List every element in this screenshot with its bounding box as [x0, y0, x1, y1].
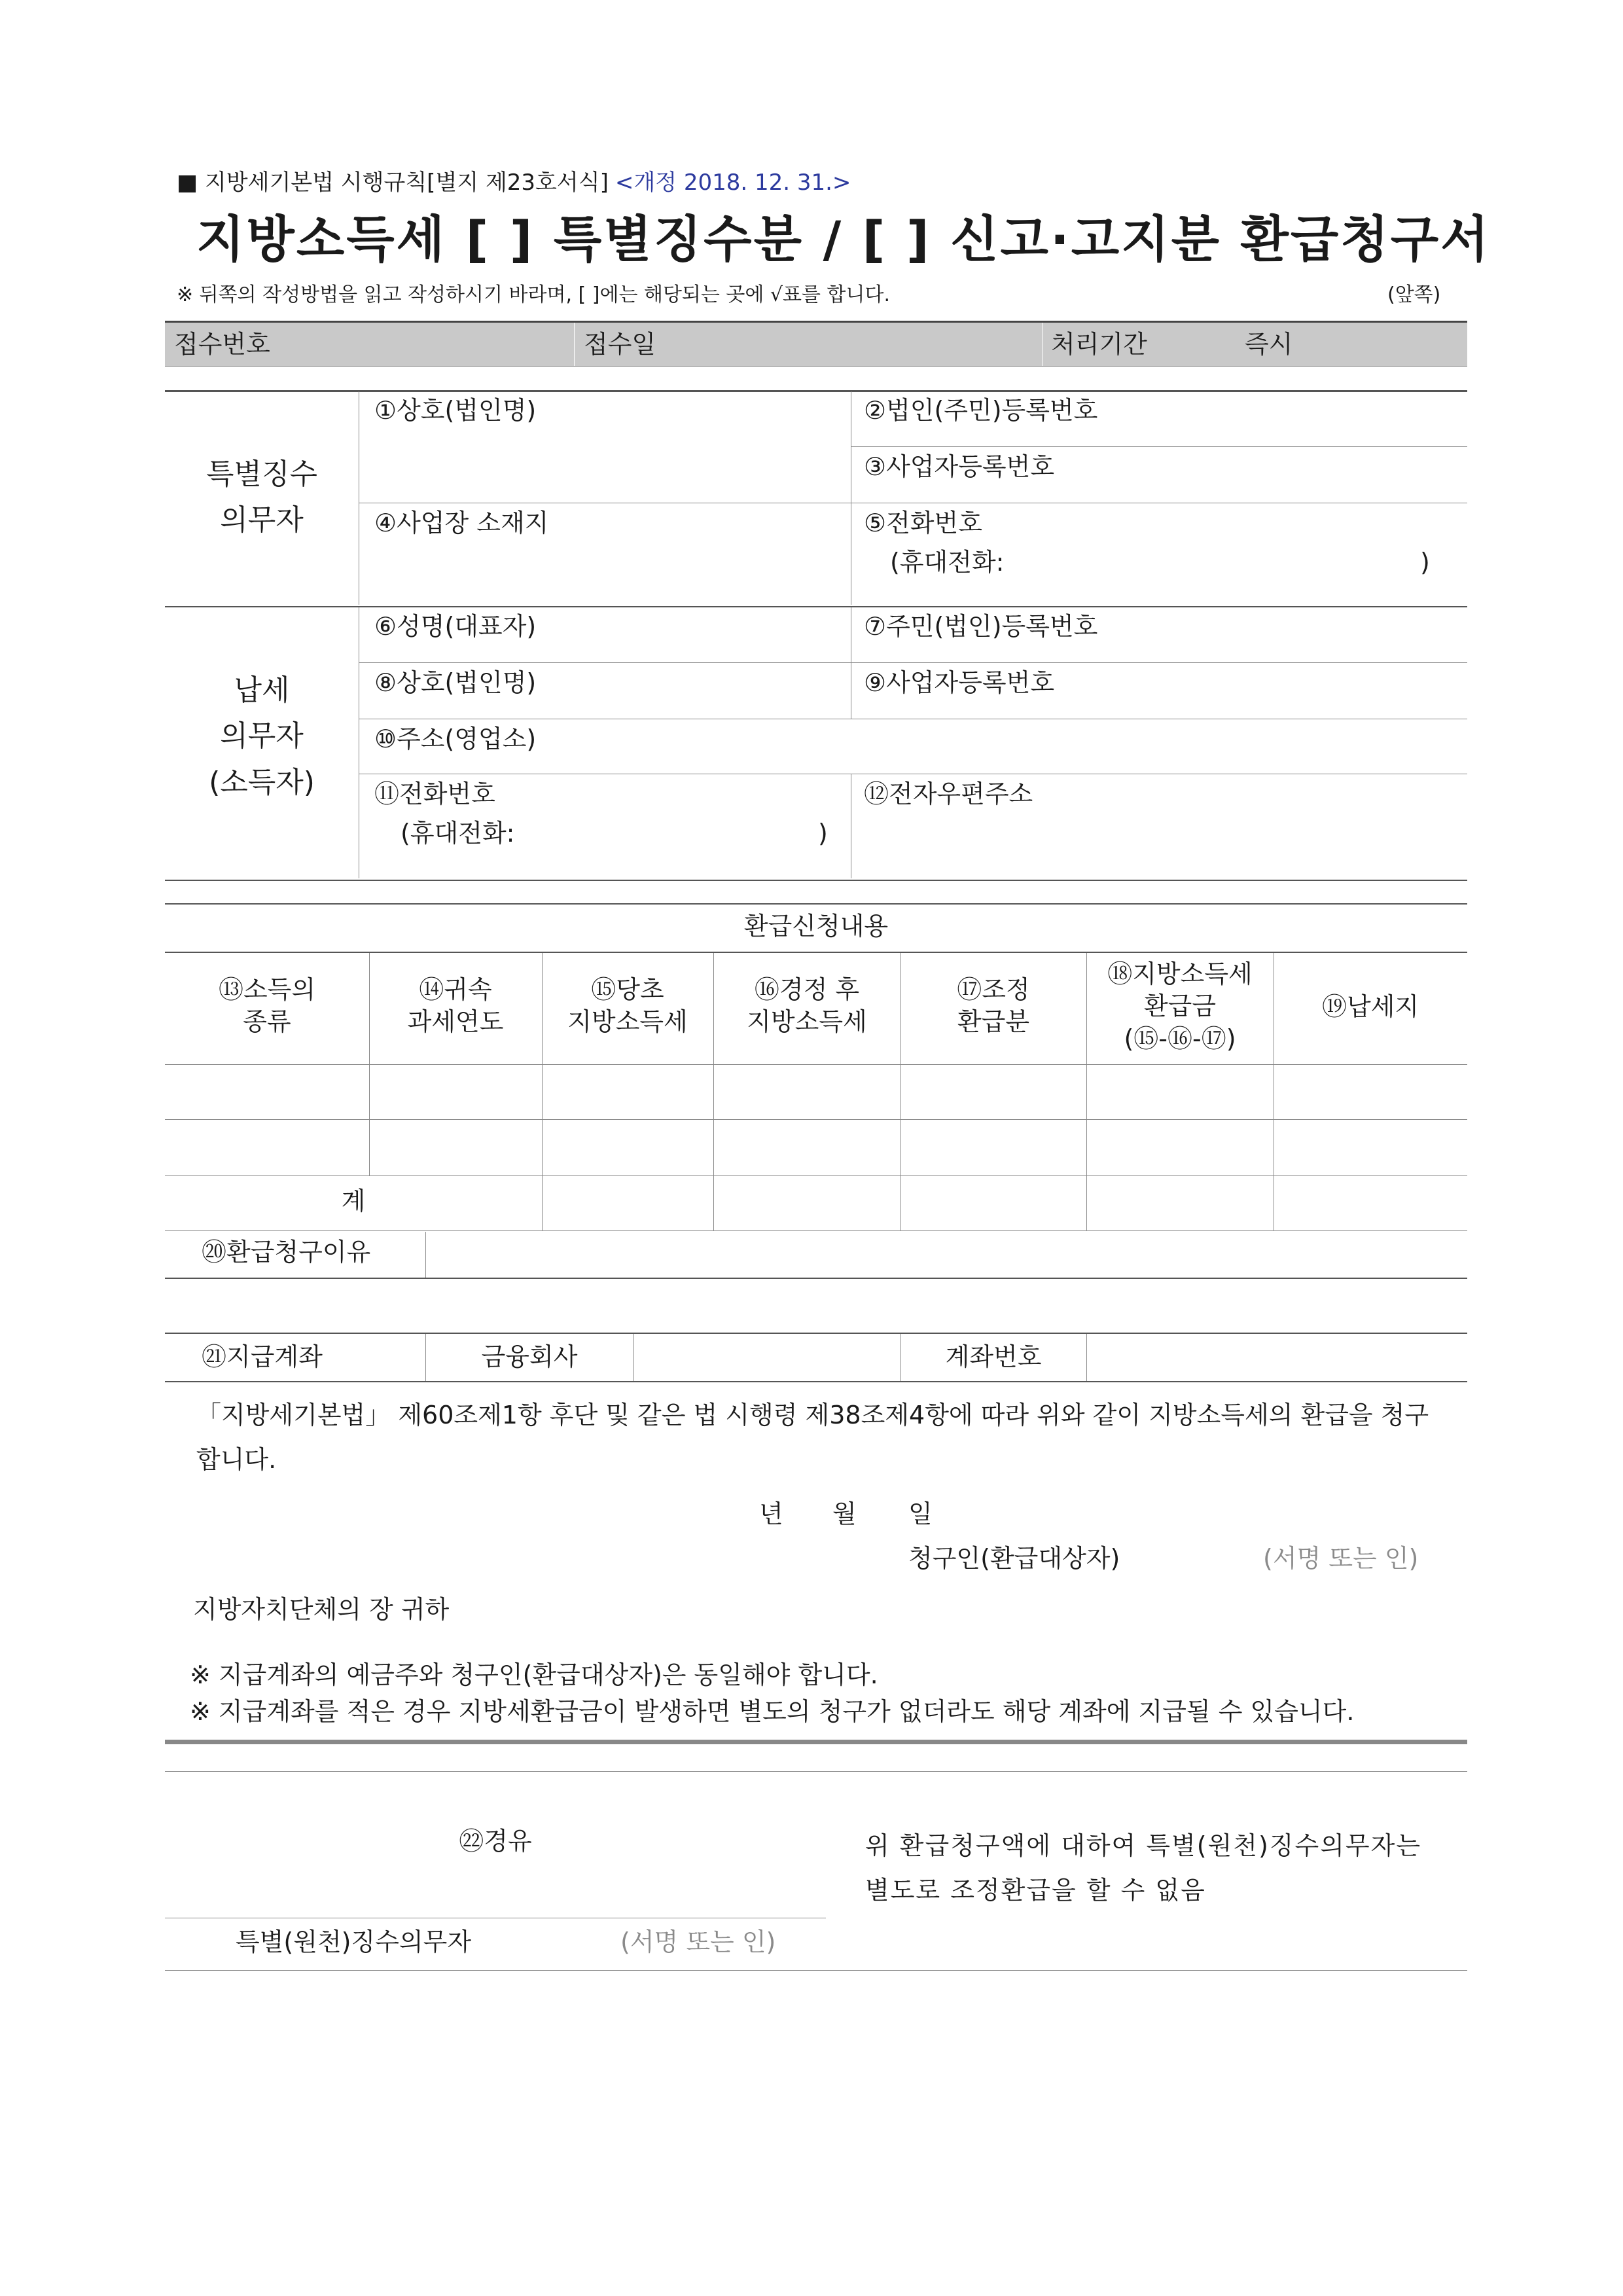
- refund-section-title: 환급신청내용: [743, 912, 889, 941]
- divider: [425, 1232, 426, 1278]
- declaration-text: 「지방세기본법」 제60조제1항 후단 및 같은 법 시행령 제38조제4항에 따라 위와 같이 지방소득세의 환급을 청구합니다.: [196, 1401, 1429, 1474]
- section-label-line: (소득자): [209, 765, 315, 799]
- header-line: 과세연도: [407, 1007, 504, 1037]
- section-label-line: 납세: [234, 673, 290, 707]
- date-day-label: 일: [908, 1499, 933, 1528]
- header-line: (⑮-⑯-⑰): [1124, 1024, 1236, 1053]
- taxpayer-section-label: [165, 668, 359, 806]
- row-divider: [165, 1175, 1467, 1176]
- withholding-agent-sign-label: 특별(원천)징수의무자: [236, 1928, 472, 1956]
- section-border: [165, 390, 1467, 392]
- section-border: [165, 1333, 1467, 1334]
- section-border: [165, 952, 1467, 953]
- divider: [1086, 1334, 1087, 1381]
- total-row-label: 계: [341, 1187, 366, 1215]
- via-statement: 위 환급청구액에 대하여 특별(원천)징수의무자는 별도로 조정환급을 할 수 없음: [865, 1831, 1422, 1905]
- header-line: ⑯경정 후: [754, 975, 860, 1004]
- field-phone[interactable]: ⑤전화번호: [864, 509, 982, 537]
- header-line: 지방소득세: [747, 1007, 867, 1037]
- withholding-agent-section-label: [165, 452, 359, 544]
- thick-divider: [165, 1740, 1467, 1744]
- row-divider: [165, 1970, 1467, 1971]
- row-divider: [851, 446, 1467, 447]
- field-taxpayer-business-reg[interactable]: ⑨사업자등록번호: [864, 668, 1055, 697]
- receipt-date-label: 접수일: [584, 330, 656, 359]
- field-email[interactable]: ⑫전자우편주소: [864, 780, 1033, 808]
- receipt-bar: [165, 321, 1467, 367]
- processing-period-label: 처리기간: [1051, 330, 1147, 359]
- claimant-label: 청구인(환급대상자): [908, 1544, 1120, 1573]
- header-line: 지방소득세: [567, 1007, 688, 1037]
- field-taxpayer-mobile-label[interactable]: (휴대전화:: [401, 819, 515, 848]
- row-divider: [165, 1064, 1467, 1065]
- field-corporate-reg-number[interactable]: ②법인(주민)등록번호: [864, 396, 1098, 425]
- column-header-tax-year: [369, 974, 542, 1039]
- header-line: 환급분: [957, 1007, 1030, 1037]
- divider: [1042, 323, 1043, 366]
- column-header-original-tax: [542, 974, 713, 1039]
- field-representative-name[interactable]: ⑥성명(대표자): [374, 612, 537, 641]
- section-border: [165, 903, 1467, 905]
- date-year-label: 년: [759, 1499, 783, 1528]
- header-line: 종류: [243, 1007, 291, 1037]
- divider: [574, 323, 575, 366]
- processing-period-value: 즉시: [1245, 330, 1293, 359]
- row-divider: [359, 662, 1467, 663]
- field-mobile-label[interactable]: (휴대전화:: [890, 548, 1005, 577]
- paren-close: ): [1420, 548, 1430, 577]
- page-side-label: (앞쪽): [1387, 283, 1441, 306]
- column-header-refund-amount: [1086, 958, 1274, 1055]
- column-header-adjusted-refund: [901, 974, 1086, 1039]
- payment-account-label: ㉑지급계좌: [202, 1342, 323, 1371]
- section-label-line: 의무자: [220, 503, 304, 537]
- note-account-holder: ※ 지급계좌의 예금주와 청구인(환급대상자)은 동일해야 합니다.: [190, 1660, 878, 1689]
- note-auto-payment: ※ 지급계좌를 적은 경우 지방세환급금이 발생하면 별도의 청구가 없더라도 해당 계좌에 지급될 수 있습니다.: [190, 1697, 1355, 1726]
- account-number-label: 계좌번호: [945, 1342, 1042, 1371]
- revision-date: <개정 2018. 12. 31.>: [615, 170, 851, 196]
- column-header-tax-location: ⑲납세지: [1321, 992, 1419, 1021]
- addressee: 지방자치단체의 장 귀하: [193, 1595, 450, 1624]
- row-divider: [165, 1230, 1467, 1231]
- column-header-income-type: [165, 974, 369, 1039]
- field-business-address[interactable]: ④사업장 소재지: [374, 509, 549, 537]
- date-month-label: 월: [832, 1499, 857, 1528]
- paren-close: ): [818, 819, 828, 848]
- header-line: ⑮당초: [591, 975, 664, 1004]
- header-line: ⑭귀속: [419, 975, 492, 1004]
- refund-reason-label: ⑳환급청구이유: [202, 1238, 371, 1266]
- header-line: ⑱지방소득세: [1107, 960, 1253, 988]
- row-divider: [165, 1119, 1467, 1120]
- header-line: ⑰조정: [957, 975, 1030, 1004]
- bank-label: 금융회사: [481, 1342, 578, 1371]
- field-taxpayer-address[interactable]: ⑩주소(영업소): [374, 725, 537, 753]
- section-label-line: 특별징수: [205, 457, 317, 491]
- agent-signature[interactable]: (서명 또는 인): [620, 1928, 776, 1956]
- form-basis-line: [177, 169, 851, 197]
- section-border: [165, 1278, 1467, 1279]
- header-line: 환급금: [1143, 992, 1217, 1021]
- receipt-number-label: 접수번호: [174, 330, 270, 359]
- field-business-reg-number[interactable]: ③사업자등록번호: [864, 452, 1055, 481]
- column-header-corrected-tax: [713, 974, 901, 1039]
- section-border: [165, 1381, 1467, 1382]
- row-divider: [165, 1771, 1467, 1772]
- claimant-signature[interactable]: (서명 또는 인): [1263, 1544, 1419, 1573]
- section-border: [165, 880, 1467, 881]
- field-company-name[interactable]: ①상호(법인명): [374, 396, 537, 425]
- field-taxpayer-company[interactable]: ⑧상호(법인명): [374, 668, 537, 697]
- header-line: ⑬소득의: [218, 975, 316, 1004]
- divider: [633, 1334, 634, 1381]
- via-label: ㉒경유: [459, 1827, 532, 1856]
- document-title: 지방소득세 [ ] 특별징수분 / [ ] 신고·고지분 환급청구서: [196, 210, 1491, 268]
- field-resident-reg-number[interactable]: ⑦주민(법인)등록번호: [864, 612, 1098, 641]
- section-label-line: 의무자: [220, 719, 304, 753]
- field-taxpayer-phone[interactable]: ⑪전화번호: [374, 780, 495, 808]
- form-basis: ■ 지방세기본법 시행규칙[별지 제23호서식]: [177, 170, 609, 196]
- section-border: [165, 606, 1467, 607]
- instruction-note: ※ 뒤쪽의 작성방법을 읽고 작성하시기 바라며, [ ]에는 해당되는 곳에 √표를 합니다.: [177, 283, 891, 306]
